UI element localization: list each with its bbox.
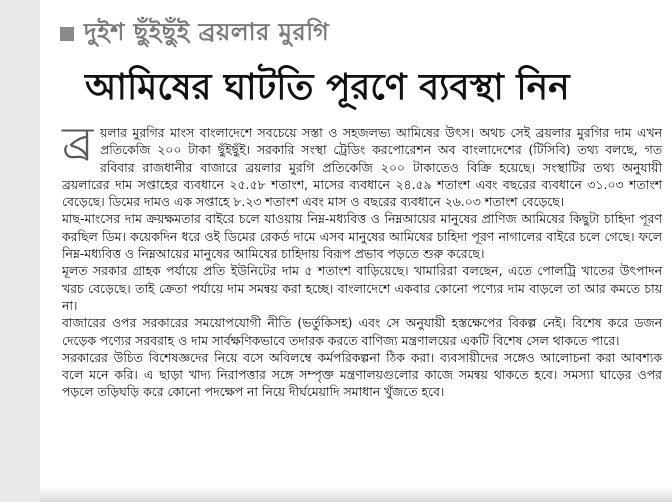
kicker-square-icon bbox=[60, 27, 74, 41]
paragraph-5: সরকারের উচিত বিশেষজ্ঞদের নিয়ে বসে অবিলম্বে কর্মপরিকল্পনা ঠিক করা। ব্যবসায়ীদের সঙ্গেও আলোচনা করা আবশ্যক বলে মনে করি। এ ছাড়া খাদ্য নিরাপত্তার সঙ্গে সম্পৃক্ত মন্ত্রণালয়গুলোর কাজে সমন্বয় থাকতে হবে। সমস্যা ঘাড়ের ওপর পড়লে তড়িঘড়ি করে কোনো পদক্ষেপ না নিয়ে দীর্ঘমেয়াদি সমাধান খুঁজতে হবে। bbox=[62, 349, 662, 400]
paragraph-2: মাছ-মাংসের দাম ক্রয়ক্ষমতার বাইরে চলে যাওয়ায় নিম্ন-মধ্যবিত্ত ও নিম্নআয়ের মানুষের প্রাণিজ আমিষের কিছুটা চাহিদা পূরণ করছিল ডিম। কয়েকদিন ধরে ওই ডিমের রেকর্ড দামে এসব মানুষের আমিষের চাহিদা পূরণ নাগালের বাইরে চলে গেছে। ফলে নিম্ন-মধ্যবিত্ত ও নিম্নআয়ের মানুষের আমিষের চাহিদায় বিরূপ প্রভাব পড়তে শুরু করেছে। bbox=[62, 211, 662, 262]
paragraph-3: মূলত সরকার গ্রাহক পর্যায়ে প্রতি ইউনিটের দাম ৫ শতাংশ বাড়িয়েছে। খামারিরা বলছেন, এতে পোলট্রি খাতের উৎপাদন খরচ বেড়েছে। তাই ক্রেতা পর্যায়ে দাম সমন্বয় করা হচ্ছে। বাংলাদেশে একবার কোনো পণ্যের দাম বাড়লে তা আর কমতে চায় না। bbox=[62, 263, 662, 313]
paragraph-text: য়লার মুরগির মাংস বাংলাদেশে সবচেয়ে সস্তা ও সহজলভ্য আমিষের উৎস। অথচ সেই ব্রয়লার মুরগির দাম এখন প্রতিকেজি ২০০ টাকা ছুঁইছুঁই। সরকারি সংস্থা ট্রেডিং করপোরেশন অব বাংলাদেশের (টিসিবি) তথ্য বলছে, গত রবিবার রাজধানীর বাজারে ব্রয়লার মুরগি প্রতিকেজি ২০০ টাকাতেও বিক্রি হয়েছে। সংস্থাটির তথ্য অনুযায়ী ব্রয়লারের দাম সপ্তাহের ব্যবধানে ২৫.৫৮ শতাংশ, মাসের ব্যবধানে ২৪.৫৯ শতাংশ এবং বছরের ব্যবধানে ৩১.০৩ শতাংশ বেড়েছে। ডিমের দামও এক সপ্তাহে ৮.২৩ শতাংশ এবং মাস ও বছরের ব্যবধানে ২৬.০৩ শতাংশ বেড়েছে। bbox=[62, 125, 662, 210]
paragraph-1 bbox=[62, 118, 662, 210]
headline: আমিষের ঘাটতি পূরণে ব্যবস্থা নিন bbox=[85, 67, 570, 108]
drop-cap: ব্র bbox=[62, 118, 94, 169]
kicker-line bbox=[60, 18, 329, 50]
kicker-text: দুইশ ছুঁইছুঁই ব্রয়লার মুরগি bbox=[84, 18, 330, 46]
paragraph-4: বাজারের ওপর সরকারের সময়োপযোগী নীতি (ভর্তুকিসহ) এবং সে অনুযায়ী হস্তক্ষেপের বিকল্প নেই। বিশেষ করে ডজন দেড়েক পণ্যের সরবরাহ ও দাম সার্বক্ষণিকভাবে তদারক করতে বাণিজ্য মন্ত্রণালয়ের একটি বিশেষ সেল থাকতে পারে। bbox=[62, 315, 662, 348]
clipping-shadow bbox=[40, 486, 672, 502]
article-body bbox=[62, 118, 662, 401]
